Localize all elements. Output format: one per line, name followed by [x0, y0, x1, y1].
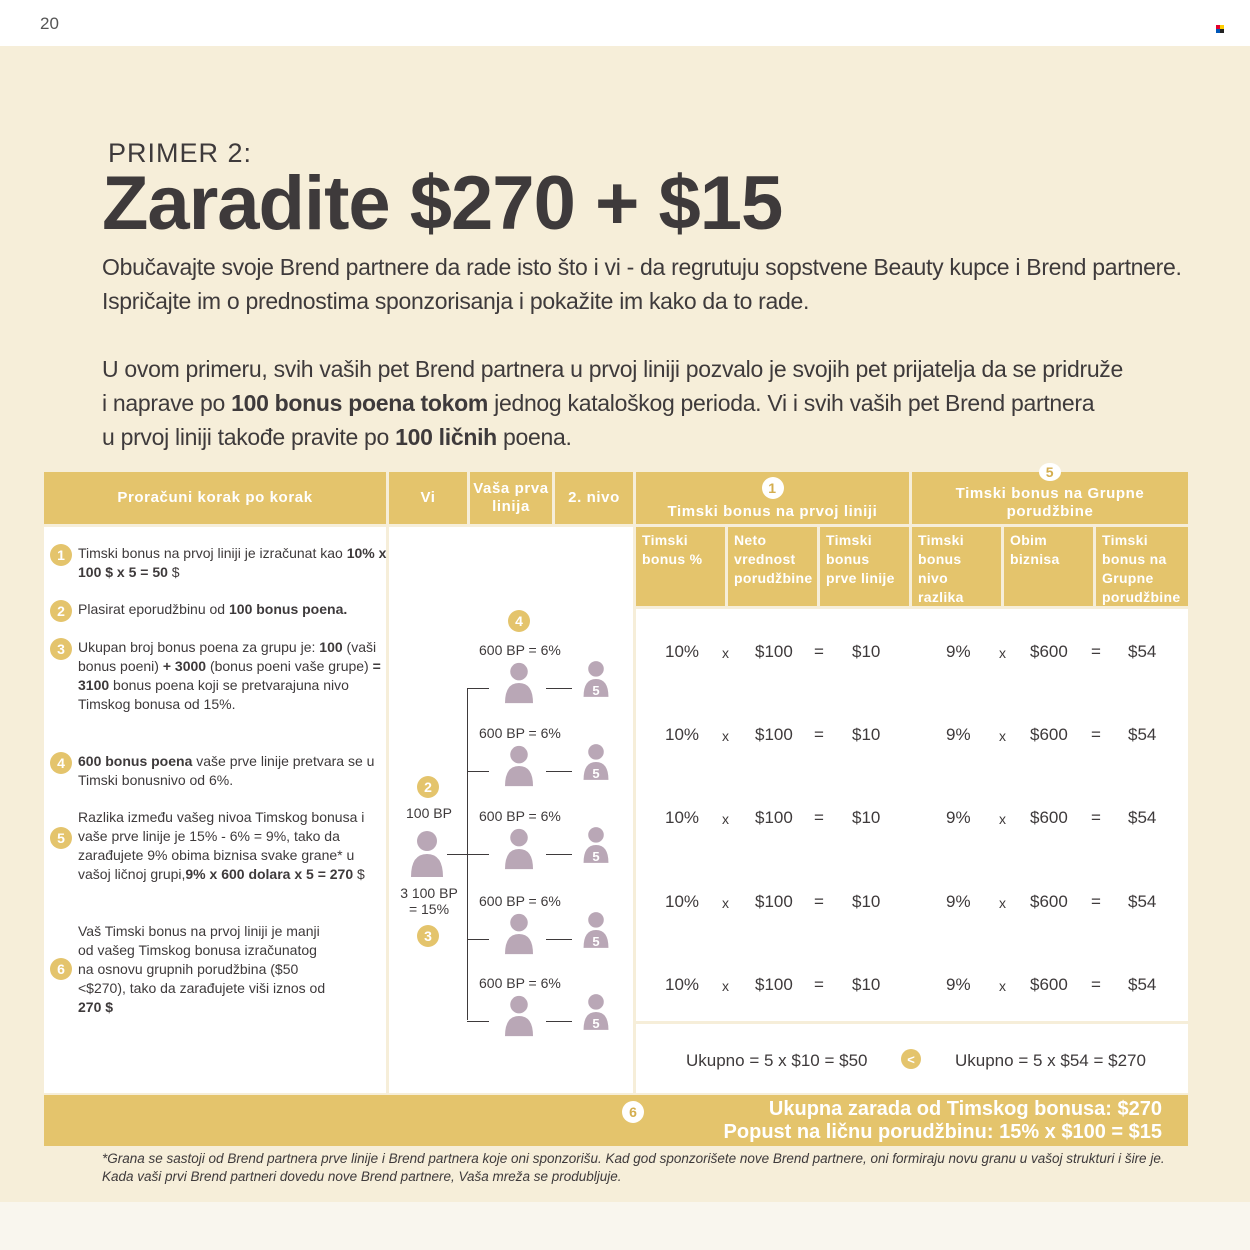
tree-connector	[546, 771, 572, 772]
compare-badge: <	[901, 1049, 921, 1069]
step-text	[78, 752, 388, 790]
second-level-count: 5	[592, 766, 600, 781]
second-level-count: 5	[592, 934, 600, 949]
bold-text: 100 bonus poena.	[229, 601, 348, 617]
text: bonus poena koji se pretvarajuna nivo Timskog bonusa od 15%.	[78, 677, 349, 712]
step-text	[78, 544, 388, 582]
you-bonus-points: 100 BP	[406, 805, 452, 821]
total-group: Ukupno = 5 x $54 = $270	[955, 1051, 1146, 1070]
eyebrow-label: PRIMER 2:	[108, 138, 253, 168]
bold-text: 100 ličnih	[395, 424, 497, 450]
step-number-badge: 2	[50, 600, 72, 622]
business-volume: $600	[1030, 808, 1068, 827]
bold-text: 270 $	[78, 999, 114, 1015]
text: 3 100 BP	[400, 885, 458, 901]
step-number-badge: 6	[50, 958, 72, 980]
equals-sign: =	[1091, 975, 1101, 994]
level-difference: 9%	[946, 642, 971, 661]
tree-connector	[546, 688, 572, 689]
times-sign: x	[722, 978, 729, 994]
bold-text: 100	[319, 639, 343, 655]
first-line-person-icon	[503, 828, 535, 875]
team-bonus-pct: 10%	[665, 975, 700, 994]
step-number-badge: 3	[50, 638, 72, 660]
subheader-first-line-bonus: Timski bonus prve linije	[820, 527, 909, 606]
net-value: $100	[755, 975, 793, 994]
branch-label: 600 BP = 6%	[479, 975, 561, 991]
text: Ukupan broj bonus poena za grupu je:	[78, 639, 320, 655]
branch-label: 600 BP = 6%	[479, 642, 561, 658]
header-group-bonus-label: Timski bonus na Grupne porudžbine	[955, 485, 1145, 520]
equals-sign: =	[814, 808, 824, 827]
page-title: Zaradite $270 + $15	[102, 161, 783, 246]
calculation-row	[0, 975, 1250, 995]
net-value: $100	[755, 725, 793, 744]
step-number-badge: 1	[762, 477, 784, 499]
bold-text: = 3100	[78, 658, 381, 693]
bold-text: 600 bonus poena	[78, 753, 193, 769]
equals-sign: =	[814, 975, 824, 994]
group-order-bonus: $54	[1128, 808, 1157, 827]
subheader-group-order-bonus: Timski bonus na Grupne porudžbine	[1096, 527, 1188, 606]
text: $	[353, 866, 365, 882]
times-sign: x	[722, 645, 729, 661]
times-sign: x	[722, 811, 729, 827]
level-difference: 9%	[946, 808, 971, 827]
header-you: Vi	[389, 472, 467, 524]
times-sign: x	[722, 895, 729, 911]
team-bonus-pct: 10%	[665, 725, 700, 744]
intro-line: Obučavajte svoje Brend partnere da rade isto što i vi - da regrutuju sopstvene Beauty kupce i Brend partnere.	[102, 254, 1182, 280]
text: = 15%	[408, 901, 450, 917]
earnings-summary-bar	[44, 1095, 1188, 1146]
net-value: $100	[755, 808, 793, 827]
text: $	[167, 564, 180, 580]
intro-paragraph-1	[102, 250, 1182, 318]
page-number: 20	[40, 14, 59, 33]
subheader-net-value: Neto vrednost porudžbine	[728, 527, 817, 606]
equals-sign: =	[814, 642, 824, 661]
step-text	[78, 922, 328, 1017]
times-sign: x	[722, 728, 729, 744]
group-order-bonus: $54	[1128, 892, 1157, 911]
tree-connector	[467, 939, 489, 940]
subheader-level-difference: Timski bonus nivo razlika	[912, 527, 1001, 606]
step-number-badge: 3	[417, 925, 439, 947]
subheader-business-volume: Obim biznisa	[1004, 527, 1093, 606]
first-line-person-icon	[503, 995, 535, 1042]
total-first-line: Ukupno = 5 x $10 = $50	[686, 1051, 868, 1070]
tree-connector	[467, 688, 489, 689]
second-level-count: 5	[592, 1016, 600, 1031]
second-level-count: 5	[592, 683, 600, 698]
calculation-row	[0, 808, 1250, 828]
text: i naprave po	[102, 390, 232, 416]
header-team-bonus	[636, 472, 909, 524]
page-bottom-band	[0, 1202, 1250, 1250]
bold-text: + 3000	[162, 658, 207, 674]
step-text	[78, 600, 388, 619]
level-difference: 9%	[946, 892, 971, 911]
tree-connector	[467, 854, 489, 855]
header-group-bonus	[912, 464, 1188, 524]
level-difference: 9%	[946, 725, 971, 744]
text: poena.	[496, 424, 572, 450]
bold-text: 9% x 600 dolara x 5 = 270	[185, 866, 354, 882]
intro-line: Ispričajte im o prednostima sponzorisanja i pokažite im kako da to rade.	[102, 288, 810, 314]
branch-label: 600 BP = 6%	[479, 808, 561, 824]
equals-sign: =	[1091, 808, 1101, 827]
equals-sign: =	[1091, 642, 1101, 661]
bold-text: 10% x 100 $ x 5 = 50	[78, 545, 387, 580]
text: Razlika između vašeg nivoa Timskog bonusa i vaše prve linije je 15% - 6% = 9%, tako da zarađujete 9% obima biznisa svake grane* u vašoj ličnoj grupi,	[78, 809, 365, 882]
calculation-row	[0, 642, 1250, 662]
times-sign: x	[999, 811, 1006, 827]
business-volume: $600	[1030, 725, 1068, 744]
footnote: *Grana se sastoji od Brend partnera prve linije i Brend partnera koje oni sponzorišu. Kad god sponzorišete nove Brend partnere, oni formiraju novu granu u vašoj strukturi i šire je. Kada vaši prvi Brend partneri dovedu nove Brend partnere, Vaša mreža se produbljuje.	[102, 1151, 1165, 1184]
step-number-badge: 1	[50, 544, 72, 566]
branch-label: 600 BP = 6%	[479, 893, 561, 909]
summary-total-earnings: Ukupna zarada od Timskog bonusa: $270	[768, 1098, 1162, 1120]
tree-connector	[447, 854, 467, 855]
first-line-person-icon	[503, 745, 535, 792]
equals-sign: =	[814, 725, 824, 744]
text: Plasirat eporudžbinu od	[78, 601, 229, 617]
group-order-bonus: $54	[1128, 642, 1157, 661]
tree-connector	[546, 939, 572, 940]
tree-connector	[546, 854, 572, 855]
first-line-bonus: $10	[852, 725, 881, 744]
equals-sign: =	[814, 892, 824, 911]
bold-text: 100 bonus poena tokom	[231, 390, 489, 416]
group-order-bonus: $54	[1128, 975, 1157, 994]
team-bonus-pct: 10%	[665, 642, 700, 661]
intro-paragraph-2	[102, 352, 1123, 454]
first-line-bonus: $10	[852, 975, 881, 994]
business-volume: $600	[1030, 642, 1068, 661]
top-bar	[0, 0, 1250, 46]
calculation-row	[0, 725, 1250, 745]
net-value: $100	[755, 892, 793, 911]
brand-mark-icon	[1216, 25, 1224, 33]
times-sign: x	[999, 895, 1006, 911]
calculation-row	[0, 892, 1250, 912]
times-sign: x	[999, 728, 1006, 744]
intro-line	[102, 420, 1123, 454]
text: jednog kataloškog perioda. Vi i svih vaših pet Brend partnera	[488, 390, 1095, 416]
step-number-badge: 2	[417, 776, 439, 798]
you-person-icon	[409, 830, 445, 878]
level-difference: 9%	[946, 975, 971, 994]
summary-discount: Popust na ličnu porudžbinu: 15% x $100 = $15	[723, 1121, 1162, 1143]
first-line-person-icon	[503, 662, 535, 709]
text: u prvoj liniji takođe pravite po	[102, 424, 396, 450]
text: vaše prve linije pretvara se u Timski bonusnivo od 6%.	[78, 753, 375, 788]
text: (vaši bonus poeni)	[78, 639, 377, 674]
equals-sign: =	[1091, 725, 1101, 744]
group-order-bonus: $54	[1128, 725, 1157, 744]
intro-line	[102, 386, 1123, 420]
equals-sign: =	[1091, 892, 1101, 911]
step-number-badge: 4	[50, 752, 72, 774]
step-number-badge: 5	[1039, 463, 1061, 481]
step-number-badge: 4	[508, 610, 530, 632]
text: Timski bonus na prvoj liniji je izračunat kao	[78, 545, 347, 561]
step-number-badge: 6	[622, 1101, 644, 1123]
first-line-bonus: $10	[852, 892, 881, 911]
tree-connector	[467, 1021, 489, 1022]
first-line-bonus: $10	[852, 808, 881, 827]
first-line-bonus: $10	[852, 642, 881, 661]
tree-connector	[467, 771, 489, 772]
header-second-level: 2. nivo	[555, 472, 633, 524]
tree-connector	[546, 1021, 572, 1022]
times-sign: x	[999, 645, 1006, 661]
text: Vaš Timski bonus na prvoj liniji je manji od vašeg Timskog bonusa izračunatog na osnovu grupnih porudžbina ($50 <$270), tako da zarađujete viši iznos od	[78, 923, 326, 996]
text: (bonus poeni vaše grupe)	[206, 658, 373, 674]
business-volume: $600	[1030, 975, 1068, 994]
net-value: $100	[755, 642, 793, 661]
times-sign: x	[999, 978, 1006, 994]
header-calc: Proračuni korak po korak	[44, 472, 386, 524]
header-team-bonus-label: Timski bonus na prvoj liniji	[667, 503, 878, 520]
first-line-person-icon	[503, 913, 535, 960]
subheader-team-bonus-pct: Timski bonus %	[636, 527, 725, 606]
branch-label: 600 BP = 6%	[479, 725, 561, 741]
team-bonus-pct: 10%	[665, 808, 700, 827]
step-number-badge: 5	[50, 827, 72, 849]
intro-line: U ovom primeru, svih vaših pet Brend partnera u prvoj liniji pozvalo je svojih pet prijatelja da se pridruže	[102, 356, 1123, 382]
header-first-line: Vaša prva linija	[470, 472, 552, 524]
second-level-count: 5	[592, 849, 600, 864]
business-volume: $600	[1030, 892, 1068, 911]
team-bonus-pct: 10%	[665, 892, 700, 911]
